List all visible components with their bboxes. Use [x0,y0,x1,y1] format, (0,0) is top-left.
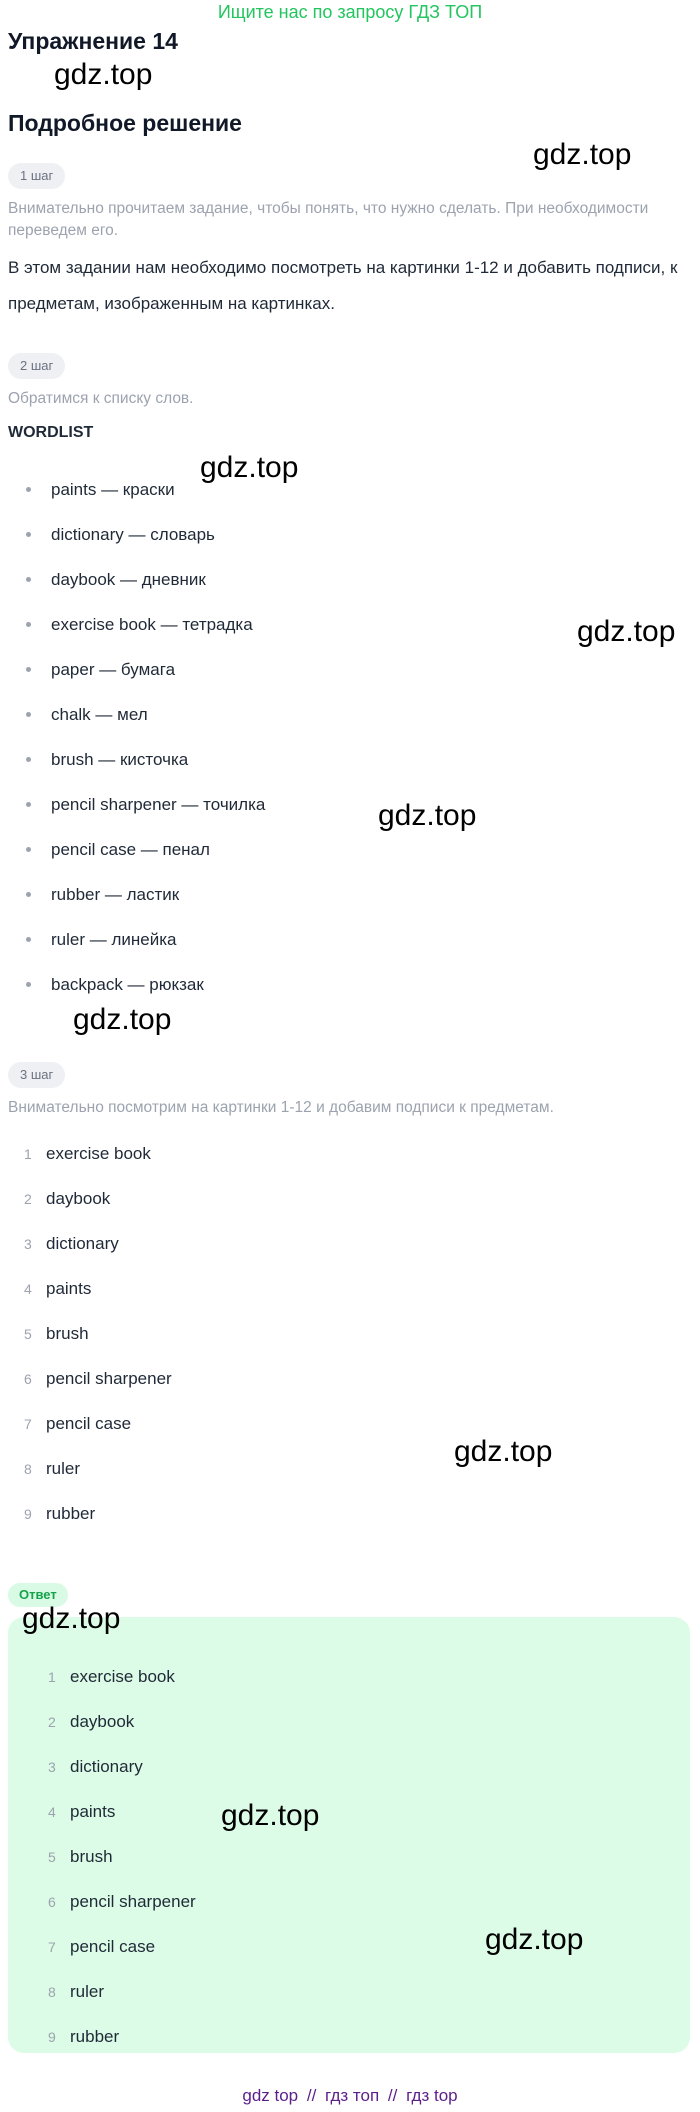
bullet-icon [26,982,31,987]
wordlist-item-text: ruler — линейка [51,929,177,949]
wordlist-item [22,602,265,647]
wordlist-item [22,962,265,1007]
list-item [48,1699,196,1744]
list-item-text: pencil sharpener [46,1368,172,1388]
list-item-number: 2 [48,1713,56,1730]
list-item [48,2014,196,2059]
wordlist-item [22,917,265,962]
list-item-number: 2 [24,1190,32,1207]
list-item-number: 1 [48,1668,56,1685]
list-item-text: dictionary [70,1756,143,1776]
solution-title: Подробное решение [8,110,242,136]
step-3-list [24,1131,172,1536]
bullet-icon [26,622,31,627]
footer-link-gdz-top[interactable]: gdz top [242,2086,299,2105]
list-item [48,1744,196,1789]
list-item [48,1924,196,1969]
list-item [24,1221,172,1266]
list-item-text: pencil sharpener [70,1891,196,1911]
list-item-number: 9 [48,2028,56,2045]
list-item-number: 9 [24,1505,32,1522]
list-item [24,1176,172,1221]
exercise-title: Упражнение 14 [8,28,178,54]
list-item-text: rubber [70,2026,120,2046]
list-item-text: paints [70,1801,116,1821]
list-item-number: 7 [24,1415,32,1432]
step-3-badge: 3 шаг [8,1062,65,1088]
wordlist-item [22,782,265,827]
list-item-text: daybook [46,1188,111,1208]
list-item [48,1654,196,1699]
list-item-number: 4 [24,1280,32,1297]
list-item [48,1879,196,1924]
list-item-number: 7 [48,1938,56,1955]
list-item [48,1789,196,1834]
bullet-icon [26,802,31,807]
list-item [24,1356,172,1401]
list-item-number: 8 [48,1983,56,2000]
list-item-number: 3 [48,1758,56,1775]
bullet-icon [26,847,31,852]
wordlist-item-text: exercise book — тетрадка [51,614,253,634]
footer-separator: // [306,2086,317,2105]
list-item-text: pencil case [70,1936,156,1956]
watermark: gdz.top [454,1435,553,1468]
list-item-number: 5 [24,1325,32,1342]
wordlist-item-text: rubber — ластик [51,884,180,904]
answer-list [48,1654,196,2059]
list-item [24,1131,172,1176]
wordlist-item-text: backpack — рюкзак [51,974,204,994]
wordlist-item [22,827,265,872]
bullet-icon [26,532,31,537]
watermark: gdz.top [378,799,477,832]
answer-badge: Ответ [8,1583,68,1607]
list-item [24,1446,172,1491]
step-1-note: Внимательно прочитаем задание, чтобы понять, что нужно сделать. При необходимости переведем его. [8,200,649,239]
bullet-icon [26,667,31,672]
watermark: gdz.top [533,138,632,171]
wordlist [22,467,265,1007]
list-item [24,1266,172,1311]
list-item [24,1491,172,1536]
wordlist-item-text: brush — кисточка [51,749,189,769]
bullet-icon [26,757,31,762]
step-2-note: Обратимся к списку слов. [8,390,194,407]
list-item-text: ruler [70,1981,105,2001]
step-1-text: В этом задании нам необходимо посмотреть на картинки 1-12 и добавить подписи, к предметам, изображенным на картинках. [8,258,678,313]
wordlist-item [22,512,265,557]
wordlist-item-text: pencil case — пенал [51,839,210,859]
wordlist-item [22,647,265,692]
list-item-text: rubber [46,1503,96,1523]
list-item [48,1834,196,1879]
list-item-number: 6 [48,1893,56,1910]
wordlist-item-text: chalk — мел [51,704,148,724]
list-item-text: exercise book [46,1143,151,1163]
wordlist-item-text: paints — краски [51,479,175,499]
list-item [24,1311,172,1356]
list-item-text: paints [46,1278,92,1298]
wordlist-item [22,692,265,737]
bullet-icon [26,892,31,897]
list-item-text: dictionary [46,1233,119,1253]
watermark: gdz.top [485,1923,584,1956]
list-item-text: pencil case [46,1413,132,1433]
watermark: gdz.top [200,451,299,484]
list-item-number: 6 [24,1370,32,1387]
step-3-note: Внимательно посмотрим на картинки 1-12 и добавим подписи к предметам. [8,1099,554,1116]
wordlist-title: WORDLIST [8,424,94,441]
watermark: gdz.top [22,1602,121,1635]
bullet-icon [26,937,31,942]
list-item [48,1969,196,2014]
step-1-badge: 1 шаг [8,163,65,189]
wordlist-item [22,557,265,602]
watermark: gdz.top [54,58,153,91]
list-item-text: exercise book [70,1666,175,1686]
footer-separator: // [387,2086,398,2105]
list-item-number: 1 [24,1145,32,1162]
list-item-number: 3 [24,1235,32,1252]
list-item-text: brush [70,1846,113,1866]
wordlist-item-text: pencil sharpener — точилка [51,794,266,814]
bullet-icon [26,712,31,717]
step-2-badge: 2 шаг [8,353,65,379]
wordlist-item-text: dictionary — словарь [51,524,215,544]
watermark: gdz.top [221,1799,320,1832]
search-banner: Ищите нас по запросу ГДЗ ТОП [217,2,483,22]
list-item-text: ruler [46,1458,81,1478]
wordlist-item-text: paper — бумага [51,659,176,679]
list-item-text: brush [46,1323,89,1343]
list-item-number: 8 [24,1460,32,1477]
list-item-number: 4 [48,1803,56,1820]
bullet-icon [26,487,31,492]
wordlist-item [22,872,265,917]
list-item-number: 5 [48,1848,56,1865]
watermark: gdz.top [73,1003,172,1036]
footer-links [0,2086,700,2106]
bullet-icon [26,577,31,582]
footer-link-gdz-top-ru[interactable]: гдз топ [325,2086,380,2105]
watermark: gdz.top [577,615,676,648]
list-item [24,1401,172,1446]
wordlist-item [22,737,265,782]
footer-link-gdz-top-mixed[interactable]: гдз top [406,2086,458,2105]
list-item-text: daybook [70,1711,135,1731]
wordlist-item-text: daybook — дневник [51,569,206,589]
